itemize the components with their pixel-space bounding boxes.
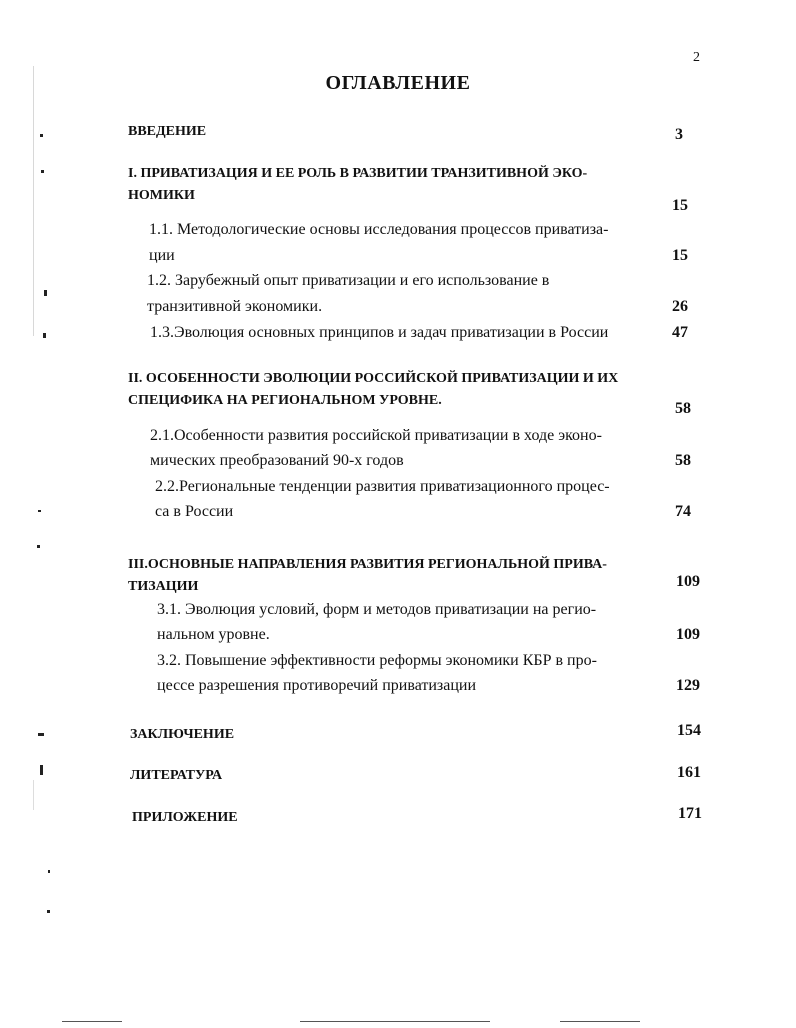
section-1-2-line2: транзитивной экономики. xyxy=(147,298,323,315)
scan-speck xyxy=(40,134,43,137)
page-title: ОГЛАВЛЕНИЕ xyxy=(325,72,471,94)
section-3-2-line1: 3.2. Повышение эффективности реформы экономики КБР в про- xyxy=(157,652,597,669)
scan-speck xyxy=(38,510,41,512)
toc-intro-label: ВВЕДЕНИЕ xyxy=(128,124,207,139)
scan-speck xyxy=(41,170,44,173)
chapter1-page: 15 xyxy=(672,197,688,214)
section-2-2-line1: 2.2.Региональные тенденции развития приватизационного процес- xyxy=(155,478,610,495)
section-3-2-line2: цессе разрешения противоречий приватизации xyxy=(157,677,477,694)
section-2-2-line2: са в России xyxy=(155,503,234,520)
toc-literature-label: ЛИТЕРАТУРА xyxy=(130,768,223,783)
section-2-1-page: 58 xyxy=(675,452,691,469)
chapter1-title-line1: I. ПРИВАТИЗАЦИЯ И ЕЕ РОЛЬ В РАЗВИТИИ ТРАНЗИТИВНОЙ ЭКО- xyxy=(128,166,588,181)
section-3-1-line2: нальном уровне. xyxy=(157,626,270,643)
section-2-1-line1: 2.1.Особенности развития российской приватизации в ходе эконо- xyxy=(150,427,602,444)
scan-speck xyxy=(40,765,43,775)
section-1-1-line2: ции xyxy=(149,247,175,264)
section-1-2-page: 26 xyxy=(672,298,688,315)
section-3-2-page: 129 xyxy=(676,677,700,694)
scan-speck xyxy=(38,733,44,736)
chapter3-title-line2: ТИЗАЦИИ xyxy=(128,579,199,594)
left-margin-line xyxy=(33,66,34,336)
bottom-rule xyxy=(62,1021,122,1022)
page-number: 2 xyxy=(693,50,700,65)
toc-conclusion-label: ЗАКЛЮЧЕНИЕ xyxy=(130,727,235,742)
section-1-2-line1: 1.2. Зарубежный опыт приватизации и его использование в xyxy=(147,272,550,289)
toc-conclusion-page: 154 xyxy=(677,722,701,739)
toc-appendix-page: 171 xyxy=(678,805,702,822)
bottom-rule xyxy=(300,1021,490,1022)
section-2-1-line2: мических преобразований 90-х годов xyxy=(150,452,404,469)
scan-speck xyxy=(48,870,50,873)
scan-speck xyxy=(44,290,47,296)
left-margin-line xyxy=(33,780,34,810)
section-3-1-page: 109 xyxy=(676,626,700,643)
toc-literature-page: 161 xyxy=(677,764,701,781)
scan-speck xyxy=(37,545,40,548)
section-3-1-line1: 3.1. Эволюция условий, форм и методов приватизации на регио- xyxy=(157,601,597,618)
section-1-1-line1: 1.1. Методологические основы исследования процессов приватиза- xyxy=(149,221,609,238)
section-1-3-page: 47 xyxy=(672,324,688,341)
chapter3-title-line1: III.ОСНОВНЫЕ НАПРАВЛЕНИЯ РАЗВИТИЯ РЕГИОНАЛЬНОЙ ПРИВА- xyxy=(128,557,607,572)
bottom-rule xyxy=(560,1021,640,1022)
chapter3-page: 109 xyxy=(676,573,700,590)
chapter2-page: 58 xyxy=(675,400,691,417)
section-2-2-page: 74 xyxy=(675,503,691,520)
chapter2-title-line2: СПЕЦИФИКА НА РЕГИОНАЛЬНОМ УРОВНЕ. xyxy=(128,393,442,408)
chapter1-title-line2: НОМИКИ xyxy=(128,188,195,203)
scan-speck xyxy=(43,333,46,338)
section-1-1-page: 15 xyxy=(672,247,688,264)
section-1-3-line1: 1.3.Эволюция основных принципов и задач приватизации в России xyxy=(150,324,609,341)
scan-speck xyxy=(47,910,50,913)
toc-intro-page: 3 xyxy=(675,126,683,143)
toc-appendix-label: ПРИЛОЖЕНИЕ xyxy=(132,810,238,825)
chapter2-title-line1: II. ОСОБЕННОСТИ ЭВОЛЮЦИИ РОССИЙСКОЙ ПРИВАТИЗАЦИИ И ИХ xyxy=(128,371,619,386)
